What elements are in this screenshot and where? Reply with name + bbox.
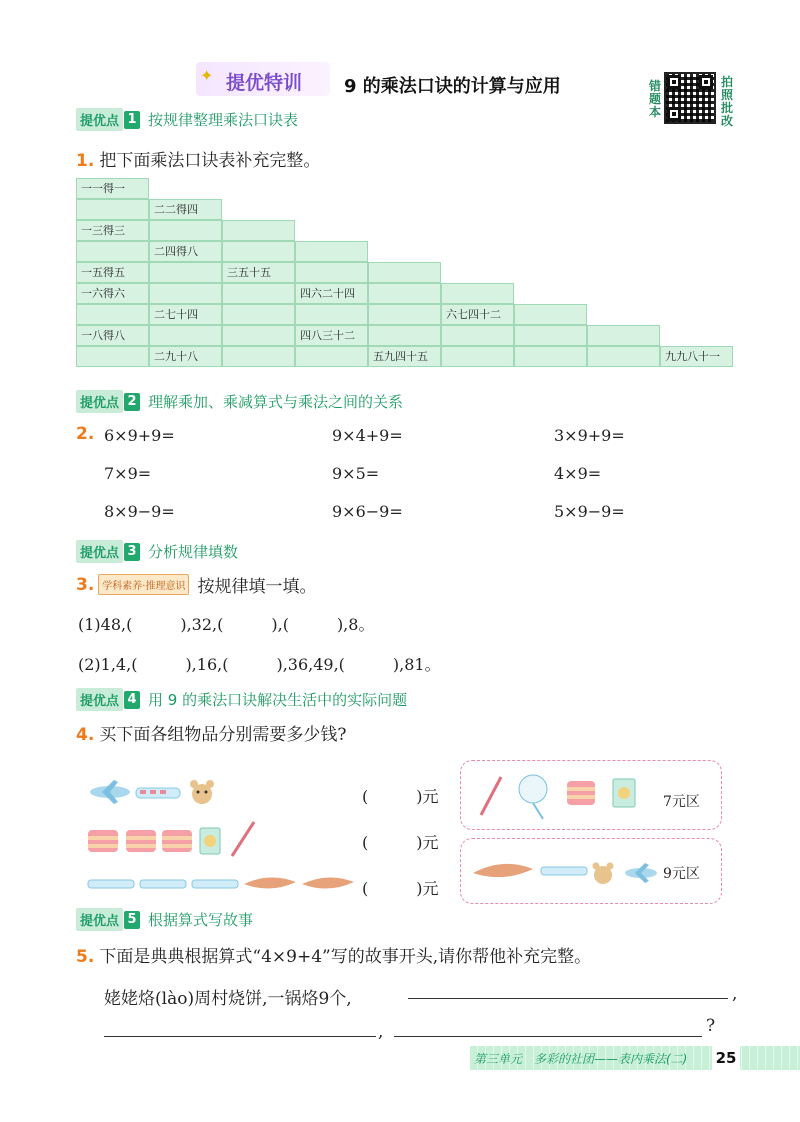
side-label-left: 错 题 本 [648,79,661,119]
table-cell: 九九八十一 [660,346,733,367]
question-3: 3. 学科素养·推理意识 按规律填一填。 [76,574,317,597]
table-cell[interactable] [368,283,441,304]
train-icon [88,880,134,888]
table-cell: 一一得一 [76,178,149,199]
table-cell: 一三得三 [76,220,149,241]
train-icon [140,880,186,888]
table-cell[interactable] [441,283,514,304]
equation: 8×9−9= [104,502,175,521]
table-cell[interactable] [149,283,222,304]
equation: 9×5= [332,464,380,483]
question-2-number: 2. [76,424,95,444]
table-cell[interactable] [149,262,222,283]
equation: 9×6−9= [332,502,403,521]
table-cell: 四六二十四 [295,283,368,304]
train-icon [541,867,587,875]
table-cell: 六七四十二 [441,304,514,325]
section-tag-1: 提优点 1 按规律整理乘法口诀表 [76,108,298,131]
answer-blank-2[interactable]: ( )元 [362,833,439,852]
sparkle-icon: ✦ [200,66,214,85]
table-cell[interactable] [514,325,587,346]
airplane-icon [625,863,657,883]
equation: 5×9−9= [554,502,625,521]
answer-blank-3[interactable]: ( )元 [362,879,439,898]
cake-icon [567,781,595,805]
table-cell[interactable] [76,346,149,367]
table-cell[interactable] [76,304,149,325]
page-title: 9 的乘法口诀的计算与应用 [344,76,561,97]
boat-icon [244,877,296,888]
table-cell: 二四得八 [149,241,222,262]
story-answer-line-3[interactable] [394,1036,702,1037]
boat-icon [473,864,533,877]
item-group-1 [86,774,226,810]
bear-icon [593,863,614,885]
table-cell[interactable] [222,346,295,367]
table-cell[interactable] [76,199,149,220]
table-cell[interactable] [222,325,295,346]
fan-icon [519,775,547,819]
cake-icon [88,830,118,852]
table-cell: 一五得五 [76,262,149,283]
table-cell[interactable] [514,346,587,367]
question-4: 4. 买下面各组物品分别需要多少钱? [76,725,347,745]
equation: 3×9+9= [554,426,625,445]
airplane-icon [90,780,130,804]
table-cell: 三五十五 [222,262,295,283]
boat-icon [302,877,354,888]
table-cell[interactable] [149,325,222,346]
table-cell[interactable] [514,304,587,325]
table-cell[interactable] [441,325,514,346]
bear-icon [190,780,214,804]
story-start: 姥姥烙(lào)周村烧饼,一锅烙9个, [104,989,352,1009]
footer-unit: 第三单元 多彩的社团——表内乘法(二) [474,1052,688,1066]
zone-7-label: 7元区 [663,794,700,810]
table-cell[interactable] [587,325,660,346]
story-answer-line-1[interactable] [408,998,728,999]
equation: 4×9= [554,464,602,483]
table-cell[interactable] [222,220,295,241]
section-tag-5: 提优点 5 根据算式写故事 [76,908,253,931]
literacy-badge: 学科素养·推理意识 [98,574,189,595]
table-cell[interactable] [76,241,149,262]
item-group-3 [86,870,356,900]
board-game-icon [613,779,635,807]
table-cell[interactable] [295,262,368,283]
page-number: 25 [712,1046,740,1070]
table-cell[interactable] [295,304,368,325]
table-cell[interactable] [222,304,295,325]
story-answer-line-2[interactable] [104,1036,376,1037]
table-cell[interactable] [368,325,441,346]
table-cell[interactable] [222,283,295,304]
table-cell: 四八三十二 [295,325,368,346]
qr-code-icon[interactable] [664,72,716,124]
table-cell[interactable] [149,220,222,241]
item-group-2 [86,818,266,862]
question-1: 1. 把下面乘法口诀表补充完整。 [76,151,321,171]
badminton-racket-icon [232,822,254,856]
table-cell: 五九四十五 [368,346,441,367]
header-badge: 提优特训 [226,72,303,94]
sequence-2: (2)1,4,( ),16,( ),36,49,( ),81。 [78,655,441,674]
table-cell[interactable] [368,262,441,283]
question-5: 5. 下面是典典根据算式“4×9+4”写的故事开头,请你帮他补充完整。 [76,947,592,967]
equation: 7×9= [104,464,152,483]
badminton-racket-icon [481,777,501,815]
table-cell: 二七十四 [149,304,222,325]
section-tag-2: 提优点 2 理解乘加、乘减算式与乘法之间的关系 [76,390,403,413]
table-cell[interactable] [441,346,514,367]
table-cell[interactable] [295,346,368,367]
equation: 6×9+9= [104,426,175,445]
table-cell[interactable] [222,241,295,262]
answer-blank-1[interactable]: ( )元 [362,787,439,806]
story-comma-1: , [732,984,738,1004]
zone-9-label: 9元区 [663,866,700,882]
table-cell: 二二得四 [149,199,222,220]
cake-icon [126,830,156,852]
price-zone-9 [460,838,722,904]
cake-icon [162,830,192,852]
sequence-1: (1)48,( ),32,( ),( ),8。 [78,615,375,634]
table-cell[interactable] [368,304,441,325]
table-cell: 一六得六 [76,283,149,304]
table-cell[interactable] [587,346,660,367]
board-game-icon [200,828,220,854]
side-label-right: 拍 照 批 改 [720,75,733,128]
price-zone-7 [460,760,722,830]
equation: 9×4+9= [332,426,403,445]
table-cell: 一八得八 [76,325,149,346]
train-icon [192,880,238,888]
table-cell: 二九十八 [149,346,222,367]
story-comma-2: , [378,1022,384,1042]
section-tag-3: 提优点 3 分析规律填数 [76,540,238,563]
story-question-mark: ? [706,1016,716,1036]
train-icon [136,788,180,798]
table-cell[interactable] [295,241,368,262]
section-tag-4: 提优点 4 用 9 的乘法口诀解决生活中的实际问题 [76,688,407,711]
